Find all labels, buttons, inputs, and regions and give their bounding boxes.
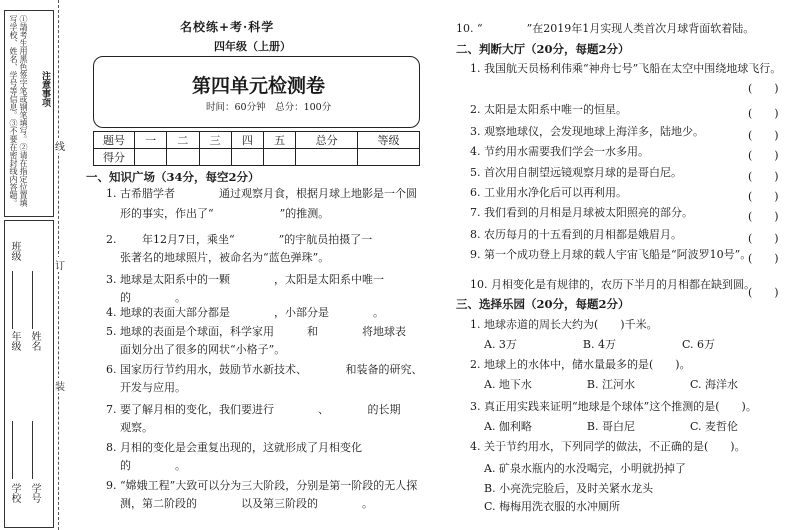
section-2-title: 二、判断大厅（20分，每题2分） <box>456 42 630 56</box>
answer-paren[interactable]: ( ) <box>748 170 779 183</box>
choice-question: 1. 地球赤道的周长大约为( )千米。 <box>470 318 658 331</box>
field-grade: 年级 <box>9 331 20 351</box>
question-line: 面划分出了很多的网状“小格子”。 <box>120 343 286 356</box>
question-line: 开发与应用。 <box>120 381 186 394</box>
choice-question: 3. 真正用实践来证明“地球是个球体”这个推测的是( )。 <box>470 400 757 413</box>
choice-option: A. 3万 B. 4万 C. 6万 <box>484 338 716 351</box>
choice-question: 4. 关于节约用水，下列同学的做法，不正确的是( )。 <box>470 440 746 453</box>
score-table-header-row: 题号 一 二 三 四 五 总分 等级 <box>94 132 420 149</box>
question-line: 形的事实，作出了“ ”的推测。 <box>120 207 330 220</box>
question-line: 观察。 <box>120 421 153 434</box>
choice-option: C. 梅梅用洗衣服的水冲厕所 <box>484 500 621 513</box>
notes-title: 注意事项 <box>40 71 50 107</box>
choice-question: 2. 地球上的水体中，储水量最多的是( )。 <box>470 358 691 371</box>
judge-item: 6. 工业用水净化后可以再利用。 <box>470 186 627 199</box>
question-line: 8. 月相的变化是会重复出现的，这就形成了月相变化 <box>106 441 362 454</box>
answer-paren[interactable]: ( ) <box>748 286 779 299</box>
answer-paren[interactable]: ( ) <box>748 149 779 162</box>
info-box <box>4 220 54 528</box>
notes-text: ①請考生用黑色签字笔或钢笔填写。②请在指定位置填写学校、姓名、学号等信息。③不要在密封线内答题。 <box>9 15 28 207</box>
question-line: 1. 古希腊学者 通过观察月食，根据月球上地影是一个圆 <box>106 187 417 200</box>
judge-item: 9. 第一个成功登上月球的载人宇宙飞船是“阿波罗10号”。 <box>470 248 752 261</box>
question-10: 10. “ ”在2019年1月实现人类首次月球背面软着陆。 <box>456 22 755 35</box>
choice-option: A. 伽利略 B. 哥白尼 C. 麦哲伦 <box>484 420 739 433</box>
choice-option: A. 地下水 B. 江河水 C. 海洋水 <box>484 378 739 391</box>
answer-paren[interactable]: ( ) <box>748 232 779 245</box>
field-number: 学号 <box>29 483 40 503</box>
judge-item: 1. 我国航天员杨利伟乘“神舟七号”飞船在太空中围绕地球飞行。 <box>470 62 782 75</box>
page-title: 第四单元检测卷 <box>192 75 326 97</box>
question-line: 张著名的地球照片，被命名为“蓝色弹珠”。 <box>120 251 330 264</box>
section-3-title: 三、选择乐园（20分，每题2分） <box>456 297 630 311</box>
field-name: 姓名 <box>29 331 40 351</box>
question-line: 7. 要了解月相的变化，我们要进行 、 的长期 <box>106 403 401 416</box>
cut-word-line: 线 <box>55 138 65 153</box>
score-table-score-row: 得分 <box>94 149 420 166</box>
question-line: 4. 地球的表面大部分都是 ，小部分是 。 <box>106 306 384 319</box>
notes-box <box>4 10 54 217</box>
judge-item: 7. 我们看到的月相是月球被太阳照亮的部分。 <box>470 206 693 219</box>
question-line: 的 。 <box>120 459 186 472</box>
series-label: 名校练+考·科学 <box>180 20 275 34</box>
answer-paren[interactable]: ( ) <box>748 82 779 95</box>
answer-paren[interactable]: ( ) <box>748 129 779 142</box>
cut-word-bind: 装 <box>55 378 65 393</box>
answer-paren[interactable]: ( ) <box>748 190 779 203</box>
question-line: 5. 地球的表面是个球面，科学家用 和 将地球表 <box>106 325 406 338</box>
choice-option: A. 矿泉水瓶内的水没喝完，小明就扔掉了 <box>484 462 686 475</box>
section-1-title: 一、知识广场（34分，每空2分） <box>86 170 260 184</box>
judge-item: 3. 观察地球仪，会发现地球上海洋多，陆地少。 <box>470 125 704 138</box>
judge-item: 5. 首次用自制望远镜观察月球的是哥白尼。 <box>470 166 682 179</box>
question-line: 9. “嫦娥工程”大致可以分为三大阶段，分别是第一阶段的无人探 <box>106 479 418 492</box>
choice-option: B. 小亮洗完脸后，及时关紧水龙头 <box>484 482 654 495</box>
judge-item: 8. 农历每月的十五看到的月相都是娥眉月。 <box>470 228 682 241</box>
question-line: 的 。 <box>120 291 186 304</box>
judge-item: 4. 节约用水需要我们学会一水多用。 <box>470 145 649 158</box>
field-school: 学校 <box>9 483 20 503</box>
title-box <box>93 56 420 128</box>
field-class: 班级 <box>9 241 20 261</box>
cut-word-staple: 订 <box>55 257 65 272</box>
grade-label: 四年级（上册） <box>214 40 291 53</box>
answer-paren[interactable]: ( ) <box>748 252 779 265</box>
answer-paren[interactable]: ( ) <box>748 210 779 223</box>
question-line: 2. 年12月7日，乘坐“ ”的宇航员拍摄了一 <box>106 233 373 246</box>
exam-meta: 时间：60分钟 总分：100分 <box>206 102 332 113</box>
judge-item: 10. 月相变化是有规律的，农历下半月的月相都在缺到圆。 <box>470 278 755 291</box>
answer-paren[interactable]: ( ) <box>748 107 779 120</box>
question-line: 3. 地球是太阳系中的一颗 ，太阳是太阳系中唯一 <box>106 273 384 286</box>
question-line: 6. 国家历行节约用水，鼓励节水新技术、 和装备的研究、 <box>106 363 423 376</box>
binding-margin <box>0 0 65 530</box>
score-table <box>93 131 420 166</box>
question-line: 测，第二阶段的 以及第三阶段的 。 <box>120 497 373 510</box>
judge-item: 2. 太阳是太阳系中唯一的恒星。 <box>470 103 627 116</box>
